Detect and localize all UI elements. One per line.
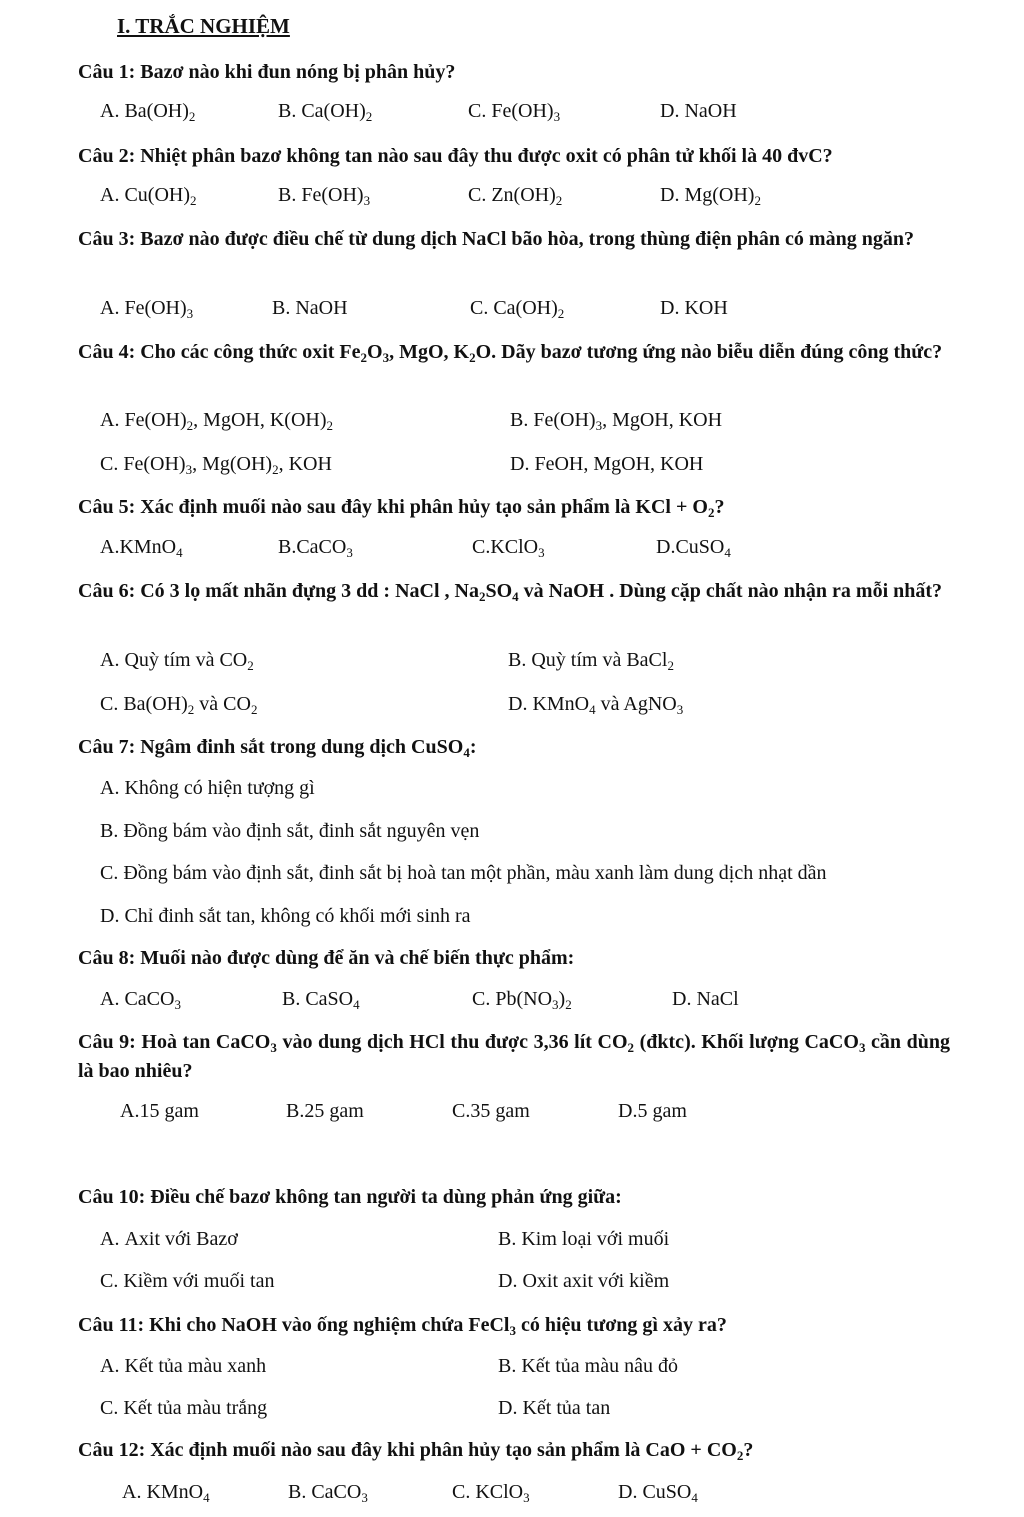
option-c <box>100 1394 267 1422</box>
option-d <box>508 690 683 718</box>
option-letter: D. <box>660 184 680 206</box>
option-c <box>100 859 827 887</box>
question-number: Câu 8: <box>78 947 141 969</box>
section-title: I. TRẮC NGHIỆM <box>117 14 290 38</box>
question-5-stem <box>78 493 950 522</box>
option-letter: A. <box>100 1228 120 1250</box>
question-number: Câu 9: <box>78 1031 142 1053</box>
option-text: Kết tủa tan <box>522 1397 611 1419</box>
option-letter: D. <box>656 536 676 558</box>
question-3-stem <box>78 225 950 254</box>
question-number: Câu 7: <box>78 736 141 758</box>
question-10-options-row <box>0 1267 1024 1297</box>
option-text: $Mg(OH)_2$ <box>684 184 761 208</box>
option-b <box>498 1352 678 1380</box>
option-text: NaOH <box>295 297 348 319</box>
option-text: KMnO$_4$ <box>119 536 183 560</box>
option-letter: C. <box>468 100 487 122</box>
option-letter: B. <box>498 1228 517 1250</box>
option-letter: C. <box>452 1100 471 1122</box>
option-c <box>100 1267 274 1295</box>
option-text: CuSO$_4$ <box>642 1481 698 1505</box>
option-text: $Fe(OH)_3$ <box>124 297 194 321</box>
question-text: Xác định muối nào sau đây khi phân hủy tạo sản phẩm là CaO + $CO_2$? <box>150 1439 754 1463</box>
option-text: KClO$_3$ <box>475 1481 530 1505</box>
option-a <box>100 294 193 322</box>
question-text: Cho các công thức oxit $Fe_2O_3$, MgO, $K_2O$. Dãy bazơ tương ứng nào biễu diễn đúng công thức? <box>140 341 943 365</box>
option-b <box>278 533 353 561</box>
option-letter: A. <box>100 777 120 799</box>
option-text: $Fe(OH)_3$ <box>301 184 371 208</box>
option-text: Quỳ tím và BaCl$_2$ <box>531 649 674 673</box>
question-4-options-row <box>0 450 1024 480</box>
option-letter: A. <box>122 1481 142 1503</box>
option-letter: B. <box>288 1481 307 1503</box>
option-d <box>660 181 761 209</box>
option-letter: C. <box>468 184 487 206</box>
option-c <box>100 450 332 478</box>
option-b <box>510 406 722 434</box>
option-text: Kết tủa màu nâu đỏ <box>521 1355 678 1377</box>
option-letter: C. <box>100 1270 119 1292</box>
option-letter: C. <box>472 536 491 558</box>
question-6-stem <box>78 577 950 606</box>
option-text: 15 gam <box>139 1100 199 1122</box>
option-text: $Fe(OH)_3$ <box>491 100 561 124</box>
option-letter: B. <box>286 1100 305 1122</box>
question-text: Xác định muối nào sau đây khi phân hủy tạo sản phẩm là KCl + $O_2$? <box>140 496 725 520</box>
option-letter: C. <box>100 693 119 715</box>
question-number: Câu 5: <box>78 496 141 518</box>
option-text: Chỉ đinh sắt tan, không có khối mới sinh ra <box>124 905 471 927</box>
option-d <box>498 1267 669 1295</box>
question-6-options-row <box>0 646 1024 676</box>
option-text: NaOH <box>684 100 737 122</box>
question-4-options-row <box>0 406 1024 436</box>
option-c <box>472 533 545 561</box>
option-a <box>100 97 195 125</box>
option-text: $Ca(OH)_2$ <box>301 100 373 124</box>
option-letter: A. <box>100 988 120 1010</box>
option-text: $Fe(OH)_3$, MgOH, KOH <box>533 409 723 433</box>
option-letter: D. <box>498 1397 518 1419</box>
option-b <box>282 985 360 1013</box>
option-text: CaCO$_3$ <box>124 988 181 1012</box>
option-a <box>100 774 315 802</box>
question-10-stem <box>78 1183 950 1212</box>
question-2-stem <box>78 142 950 171</box>
option-letter: A. <box>100 297 120 319</box>
question-2-options-row <box>0 181 1024 211</box>
question-1-options-row <box>0 97 1024 127</box>
option-a <box>122 1478 210 1506</box>
question-number: Câu 3: <box>78 228 141 250</box>
option-c <box>472 985 572 1013</box>
question-text: Nhiệt phân bazơ không tan nào sau đây thu được oxit có phân tử khối là 40 đvC? <box>140 145 833 167</box>
option-letter: B. <box>498 1355 517 1377</box>
question-11-stem <box>78 1311 950 1340</box>
question-text: Có 3 lọ mất nhãn đựng 3 dd : NaCl , $Na_2SO_4$ và NaOH . Dùng cặp chất nào nhận ra mỗi nhất? <box>140 580 943 604</box>
option-letter: B. <box>278 184 297 206</box>
question-10-options-row <box>0 1225 1024 1255</box>
option-letter: D. <box>100 905 120 927</box>
option-d <box>656 533 731 561</box>
option-letter: B. <box>508 649 527 671</box>
option-letter: A. <box>100 1355 120 1377</box>
question-12-options-row <box>0 1478 1024 1508</box>
question-number: Câu 4: <box>78 341 141 363</box>
option-letter: D. <box>498 1270 518 1292</box>
question-12-stem <box>78 1436 950 1465</box>
option-letter: B. <box>272 297 291 319</box>
option-d <box>660 97 737 125</box>
option-a <box>120 1097 199 1125</box>
option-a <box>100 181 197 209</box>
option-a <box>100 646 254 674</box>
option-text: FeOH, MgOH, KOH <box>534 453 704 475</box>
option-letter: B. <box>278 100 297 122</box>
option-text: $Fe(OH)_3$, $Mg(OH)_2$, KOH <box>123 453 332 477</box>
option-letter: A. <box>100 409 120 431</box>
option-text: $Ba(OH)_2$ <box>124 100 196 124</box>
option-c <box>468 181 562 209</box>
option-b <box>288 1478 368 1506</box>
question-text: Bazơ nào khi đun nóng bị phân hủy? <box>140 61 456 83</box>
option-a <box>100 1352 266 1380</box>
option-a <box>100 533 183 561</box>
option-b <box>286 1097 364 1125</box>
question-5-options-row <box>0 533 1024 563</box>
question-text: Muối nào được dùng để ăn và chế biến thực phẩm: <box>140 947 575 969</box>
option-b <box>508 646 674 674</box>
option-text: Kiềm với muối tan <box>123 1270 275 1292</box>
option-d <box>510 450 703 478</box>
option-text: KMnO$_4$ và AgNO$_3$ <box>532 693 684 717</box>
option-text: $Ca(OH)_2$ <box>493 297 565 321</box>
option-text: Kim loại với muối <box>521 1228 670 1250</box>
question-number: Câu 6: <box>78 580 141 602</box>
option-d <box>672 985 739 1013</box>
option-text: $Pb(NO_3)_2$ <box>495 988 572 1012</box>
option-a <box>100 406 333 434</box>
option-letter: C. <box>100 1397 119 1419</box>
question-number: Câu 2: <box>78 145 141 167</box>
question-7-options-row <box>0 774 1024 804</box>
question-7-options-row <box>0 902 1024 932</box>
option-letter: D. <box>660 100 680 122</box>
option-text: Không có hiện tượng gì <box>124 777 315 799</box>
question-11-options-row <box>0 1394 1024 1424</box>
question-7-options-row <box>0 817 1024 847</box>
option-letter: B. <box>510 409 529 431</box>
question-8-stem <box>78 944 950 973</box>
option-text: $Zn(OH)_2$ <box>491 184 563 208</box>
option-text: $Ba(OH)_2$ và $CO_2$ <box>123 693 258 717</box>
option-letter: C. <box>100 453 119 475</box>
option-letter: D. <box>508 693 528 715</box>
option-letter: A. <box>100 649 120 671</box>
option-d <box>100 902 471 930</box>
question-text: Khi cho NaOH vào ống nghiệm chứa FeCl$_3$ có hiệu tương gì xảy ra? <box>149 1314 727 1338</box>
option-b <box>272 294 348 322</box>
option-letter: D. <box>618 1481 638 1503</box>
option-b <box>498 1225 669 1253</box>
option-text: KClO$_3$ <box>490 536 545 560</box>
question-7-stem <box>78 733 950 762</box>
question-text: Bazơ nào được điều chế từ dung dịch NaCl bão hòa, trong thùng điện phân có màng ngăn? <box>140 228 914 250</box>
option-text: CaCO$_3$ <box>311 1481 368 1505</box>
option-letter: A. <box>100 100 120 122</box>
option-text: Quỳ tím và $CO_2$ <box>124 649 254 673</box>
option-text: CaSO$_4$ <box>305 988 360 1012</box>
option-letter: B. <box>278 536 297 558</box>
option-d <box>498 1394 610 1422</box>
option-c <box>452 1478 530 1506</box>
option-d <box>618 1097 687 1125</box>
option-letter: D. <box>672 988 692 1010</box>
question-8-options-row <box>0 985 1024 1015</box>
option-d <box>618 1478 698 1506</box>
option-text: 35 gam <box>470 1100 530 1122</box>
option-c <box>100 690 257 718</box>
option-b <box>100 817 479 845</box>
question-7-options-row <box>0 859 1024 889</box>
question-9-stem <box>78 1028 950 1086</box>
option-text: CuSO$_4$ <box>675 536 731 560</box>
question-9-options-row <box>0 1097 1024 1127</box>
option-c <box>468 97 560 125</box>
question-text: Hoà tan CaCO$_3$ vào dung dịch HCl thu được 3,36 lít $CO_2$ (đktc). Khối lượng CaCO$_3$ cần dùng là bao nhiêu? <box>78 1031 950 1082</box>
option-text: Axit với Bazơ <box>124 1228 238 1250</box>
option-letter: C. <box>100 862 119 884</box>
option-letter: C. <box>470 297 489 319</box>
option-letter: B. <box>100 820 119 842</box>
option-text: Oxit axit với kiềm <box>522 1270 670 1292</box>
option-letter: C. <box>472 988 491 1010</box>
option-text: KOH <box>684 297 728 319</box>
question-number: Câu 12: <box>78 1439 151 1461</box>
question-11-options-row <box>0 1352 1024 1382</box>
option-letter: A. <box>100 536 120 558</box>
option-letter: A. <box>120 1100 140 1122</box>
question-3-options-row <box>0 294 1024 324</box>
option-text: $Fe(OH)_2$, MgOH, $K(OH)_2$ <box>124 409 333 433</box>
option-text: Đồng bám vào định sắt, đinh sắt nguyên vẹn <box>123 820 480 842</box>
option-text: CaCO$_3$ <box>296 536 353 560</box>
question-number: Câu 11: <box>78 1314 150 1336</box>
question-4-stem <box>78 338 950 367</box>
question-text: Ngâm đinh sắt trong dung dịch CuSO$_4$: <box>140 736 477 760</box>
option-b <box>278 181 370 209</box>
option-letter: A. <box>100 184 120 206</box>
option-c <box>452 1097 530 1125</box>
option-letter: C. <box>452 1481 471 1503</box>
question-number: Câu 10: <box>78 1186 151 1208</box>
option-text: 25 gam <box>304 1100 364 1122</box>
option-text: Đồng bám vào định sắt, đinh sắt bị hoà tan một phần, màu xanh làm dung dịch nhạt dần <box>123 862 827 884</box>
option-b <box>278 97 372 125</box>
option-a <box>100 1225 238 1253</box>
option-letter: B. <box>282 988 301 1010</box>
option-letter: D. <box>510 453 530 475</box>
option-letter: D. <box>660 297 680 319</box>
question-text: Điều chế bazơ không tan người ta dùng phản ứng giữa: <box>150 1186 622 1208</box>
option-text: Kết tủa màu trắng <box>123 1397 268 1419</box>
option-text: NaCl <box>696 988 739 1010</box>
option-a <box>100 985 181 1013</box>
option-text: Kết tủa màu xanh <box>124 1355 267 1377</box>
option-d <box>660 294 728 322</box>
option-text: $Cu(OH)_2$ <box>124 184 197 208</box>
option-c <box>470 294 564 322</box>
question-1-stem <box>78 58 950 87</box>
option-letter: D. <box>618 1100 638 1122</box>
question-6-options-row <box>0 690 1024 720</box>
option-text: 5 gam <box>637 1100 687 1122</box>
option-text: KMnO$_4$ <box>146 1481 210 1505</box>
question-number: Câu 1: <box>78 61 141 83</box>
